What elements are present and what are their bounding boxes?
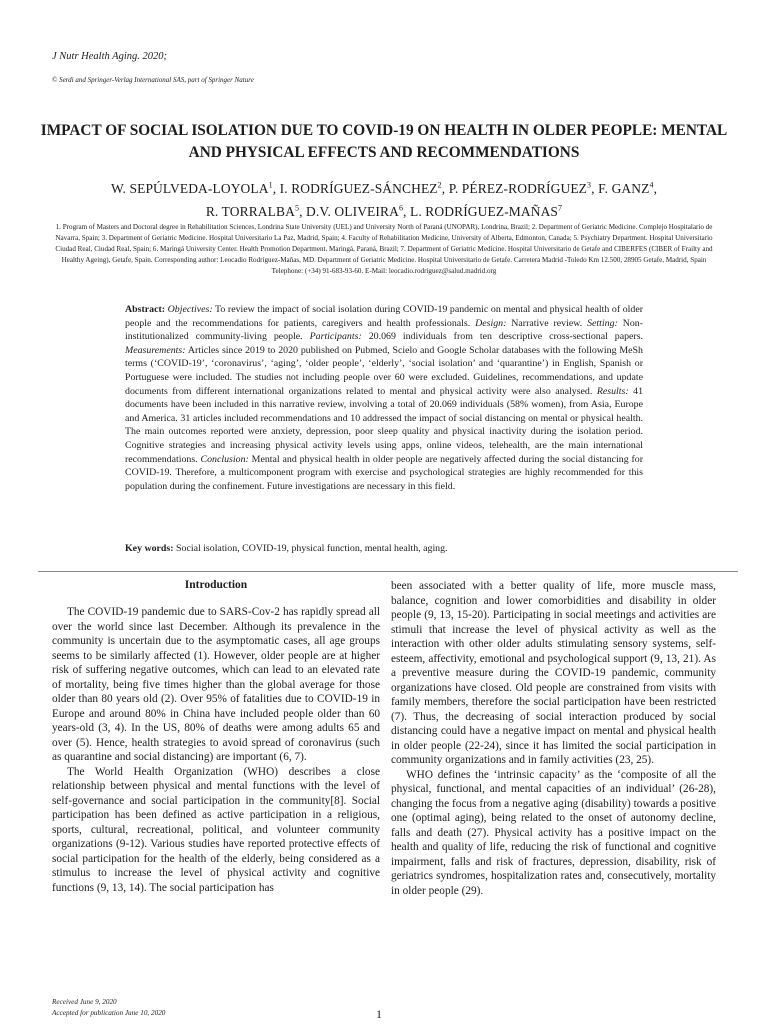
right-column [391, 579, 716, 898]
publication-dates [52, 997, 165, 1018]
paragraph: The COVID-19 pandemic due to SARS-Cov-2 has rapidly spread all over the world since last December. Although its prevalence in the community is uncertain due to the asymptomatic cases, all age groups seems to be similarly affected (1). However, older people are at higher risk of suffering negative outcomes, which can lead to an elevated rate of mortality, being five times higher than the global average for those older than 80 years old (2). Over 95% of fatalities due to COVID-19 in Europe and around 80% in China have included people older than 60 years-old (3, 4). In the US, 80% of deaths were among adults 65 and over (5). Hence, health strategies to avoid spread of coronavirus (such as quarantine and social distancing) are important (6, 7). [52, 606, 380, 763]
paragraph: The World Health Organization (WHO) describes a close relationship between physical and mental functions with the level of self-governance and social participation in the community[8]. Social participation has been defined as active participation in a religious, sports, cultural, recreational, political, and volunteer community organizations (9-12). Various studies have reported protective effects of social participation for the health of the elderly, being considered as a stimulus to increase the level of physical activity and cognitive functions (9, 13, 14). The social participation has [52, 765, 380, 894]
keywords-text: Social isolation, COVID-19, physical function, mental health, aging. [176, 543, 448, 554]
results-label: Results: [596, 385, 629, 397]
author: R. TORRALBA$^5$, [205, 203, 307, 219]
setting-label: Setting: [587, 317, 618, 329]
affiliations: 1. Program of Masters and Doctoral degree in Rehabilitation Sciences, Londrina State University (UEL) and University North of Paraná (UNOPAR), Londrina, Brazil; 2. Department of Geriatric Medicine. Complejo Hospitalario de Navarra, Spain; 3. Department of Geriatric Medicine. Hospital Universitario La Paz, Madrid, Spain; 4. Faculty of Rehabilitation Medicine, University of Alberta, Edmonton, Canada; 5. Psychiatry Department. Hospital Universitario Ciudad Real, Ciudad Real, Spain; 6. Maringá University Center. Health Promotion Department. Maringá, Paraná, Brazil; 7. Department of Geriatric Medicine. Hospital Universitario de Getafe and CIBERFES (CIBER of Frailty and Healthy Ageing), Getafe, Spain. Corresponding author: Leocadio Rodríguez-Mañas, MD. Department of Geriatric Medicine. Hospital Universitario de Getafe. Carretera Madrid -Toledo Km 12.500, 28905 Getafe, Madrid, Spain Telephone: (+34) 91-683-93-60. E-Mail: leocadio.rodriguez@salud.madrid.org [55, 223, 713, 275]
keywords [125, 542, 643, 555]
page-number: 1 [376, 1007, 382, 1021]
measurements-text: Articles since 2019 to 2020 published on Pubmed, Scielo and Google Scholar databases with the following MeSh terms (‘COVID-19’, ‘coronavirus’, ‘aging’, ‘older people’, ‘elderly’, ‘social isolation’ and ‘quarantine’) in English, Spanish or Portuguese were included. The studies not including people over 60 were excluded. Guidelines, recommendations, and update documents from different international organizations related to mental and physical activity were also analysed. [125, 344, 643, 397]
abstract-label: Abstract: [125, 304, 166, 315]
conclusion-text: Mental and physical health in older people are negatively affected during the social distancing for COVID-19. Therefore, a multicomponent program with exercise and psychological strategies are highly recommended for this population during the confinement. Future investigations are necessary in this field. [125, 453, 644, 492]
author: F. GANZ$^4$, [598, 180, 658, 196]
author: D.V. OLIVEIRA$^6$, [306, 203, 410, 219]
journal-citation: J Nutr Health Aging. 2020; [52, 51, 168, 62]
objectives-label: Objectives: [167, 304, 213, 315]
paragraph: been associated with a better quality of life, more muscle mass, balance, cognition and lower comorbidities and disability in older people (9, 13, 15-20). Participating in social meetings and activities are stimuli that increase the level of physical activity as well as the interaction with other older adults stimulating sensory systems, self-esteem, affectivity, emotional and psychological support (9, 13, 21). As a preventive measure during the COVID-19 pandemic, community organizations have closed. Old people are constrained from visits with family members, therefore the social participation have been restricted (7). Thus, the decreasing of social interaction produced by social distancing could have a negative impact on mental and physical health in older people (22-24), since it has limited the social participation in community organizations and in family activities (23, 25). [391, 580, 716, 766]
section-divider [38, 571, 738, 572]
design-text: Narrative review. [511, 317, 583, 329]
measurements-label: Measurements: [125, 344, 186, 356]
conclusion-label: Conclusion: [200, 453, 249, 465]
design-label: Design: [475, 317, 507, 329]
abstract [125, 303, 643, 493]
author-list [40, 175, 728, 222]
author: P. PÉREZ-RODRÍGUEZ$^3$, [448, 180, 599, 196]
left-column [52, 577, 380, 895]
author: W. SEPÚLVEDA-LOYOLA$^1$, [110, 180, 280, 196]
setting-text: Non-institutionalized community-living people. [125, 317, 644, 343]
section-heading-introduction: Introduction [184, 579, 248, 591]
copyright-notice: © Serdi and Springer-Verlag International SAS, part of Springer Nature [52, 76, 254, 84]
received-date: Received June 9, 2020 [52, 998, 117, 1006]
participants-text: 20.069 individuals from ten descriptive cross-sectional papers. [368, 331, 644, 343]
accepted-date: Accepted for publication June 10, 2020 [52, 1008, 166, 1017]
author: I. RODRÍGUEZ-SÁNCHEZ$^2$, [279, 180, 449, 196]
objectives-text: To review the impact of social isolation during COVID-19 pandemic on mental and physical health of older people and the recommendations for patients, caregivers and health professionals. [125, 304, 644, 329]
keywords-label: Key words: [125, 543, 174, 554]
article-title: IMPACT OF SOCIAL ISOLATION DUE TO COVID-19 ON HEALTH IN OLDER PEOPLE: MENTAL AND PHYSICAL EFFECTS AND RECOMMENDATIONS [40, 122, 728, 161]
results-text: 41 documents have been included in this narrative review, involving a total of 20.069 individuals (58% women), from Asia, Europe and America. 31 articles included recommendations and 10 addressed the impact of social distancing on mental or physical health. The main outcomes reported were anxiety, depression, poor sleep quality and physical inactivity during the isolation period. Cognitive strategies and increasing physical activity levels using apps, online videos, telehealth, are the main international recommendations. [125, 385, 643, 465]
paragraph: WHO defines the ‘intrinsic capacity’ as the ‘composite of all the physical, functional, and mental capacities of an individual’ (26-28), changing the focus from a negative aging (disability) towards a positive one (optimal aging), being related to the onset of autonomy decline, falls and death (27). Physical activity has a positive impact on the health and quality of life, reducing the risk of functional and cognitive impairment, falls and risk of fractures, depression, disability, risk of geriatrics syndromes, hospitalization rates and, consecutively, mortality in older people (29). [391, 768, 716, 897]
participants-label: Participants: [309, 331, 362, 343]
author: L. RODRÍGUEZ-MAÑAS$^7$ [410, 203, 563, 219]
